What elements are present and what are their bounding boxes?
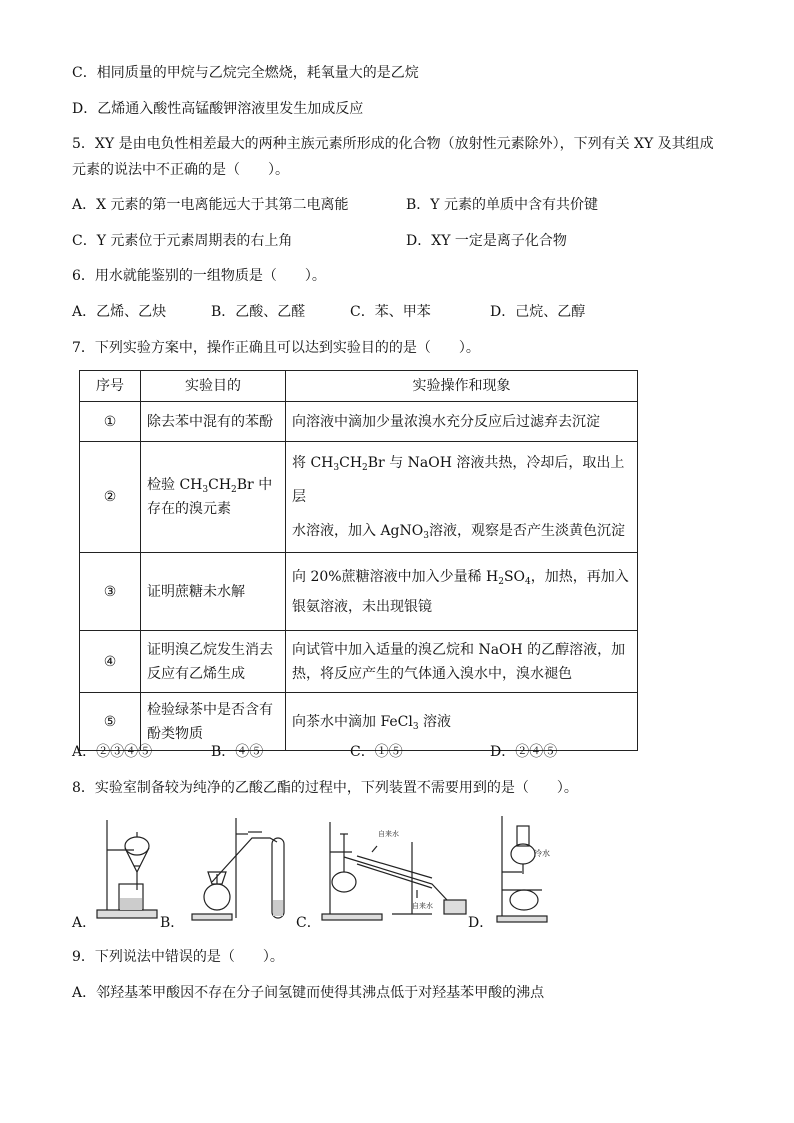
row-operation: 向茶水中滴加 FeCl$_3$ 溶液: [286, 693, 638, 751]
q7-stem: 7．下列实验方案中，操作正确且可以达到实验目的的是（ ）。: [72, 340, 480, 356]
q9-option-a: A．邻羟基苯甲酸因不存在分子间氢键而使得其沸点低于对羟基苯甲酸的沸点: [72, 985, 545, 1001]
q5-option-b: B．Y 元素的单质中含有共价键: [406, 197, 598, 213]
row-goal: 证明溴乙烷发生消去 反应有乙烯生成: [141, 631, 286, 693]
q6-option-c: C．苯、甲苯: [350, 304, 431, 320]
row-operation: 向试管中加入适量的溴乙烷和 NaOH 的乙醇溶液，加 热，将反应产生的气体通入溴水中，溴水褪色: [286, 631, 638, 693]
header-goal: 实验目的: [141, 371, 286, 402]
q5-option-a: A．X 元素的第一电离能远大于其第二电离能: [72, 197, 349, 213]
q6-option-b: B．乙酸、乙醛: [211, 304, 306, 320]
q5-stem-line1: 5．XY 是由电负性相差最大的两种主族元素所形成的化合物（放射性元素除外），下列有关 XY 及其组成: [72, 136, 714, 152]
row-number: ⑤: [80, 693, 141, 751]
row-operation: 向 20%蔗糖溶液中加入少量稀 $H_2SO_4$，加热，再加入 银氨溶液，未出现银镜: [286, 553, 638, 631]
q5-stem-line2: 元素的说法中不正确的是（ ）。: [72, 162, 289, 178]
figure-label-d: D．: [468, 915, 494, 931]
annotation-tap-water-top: 自来水: [378, 830, 399, 838]
q7-option-c: C．①⑤: [350, 744, 403, 760]
q4-option-d: D．乙烯通入酸性高锰酸钾溶液里发生加成反应: [72, 101, 364, 117]
q7-option-a: A．②③④⑤: [72, 744, 153, 760]
q6-option-d: D．己烷、乙醇: [490, 304, 586, 320]
experiment-table: [79, 370, 638, 751]
annotation-cold-water: 冷水: [534, 849, 550, 858]
table-row: [80, 442, 638, 553]
figure-label-c: C．: [296, 915, 321, 931]
apparatus-b-heating-tube: [192, 818, 284, 920]
row-goal: 证明蔗糖未水解: [141, 553, 286, 631]
q5-option-d: D．XY 一定是离子化合物: [406, 233, 567, 249]
header-operation: 实验操作和现象: [286, 371, 638, 402]
figure-label-a: A．: [72, 915, 97, 931]
row-operation: 将 $CH_3CH_2Br$ 与 NaOH 溶液共热，冷却后，取出上层 水溶液，加入 AgNO$_3$溶液，观察是否产生淡黄色沉淀: [286, 442, 638, 553]
annotation-tap-water-bottom: 自来水: [412, 902, 433, 910]
row-number: ②: [80, 442, 141, 553]
apparatus-a-separatory-funnel: [97, 820, 157, 918]
q4-option-c: C．相同质量的甲烷与乙烷完全燃烧，耗氧量大的是乙烷: [72, 65, 419, 81]
q5-option-c: C．Y 元素位于元素周期表的右上角: [72, 233, 293, 249]
row-number: ④: [80, 631, 141, 693]
row-number: ①: [80, 402, 141, 442]
table-row: [80, 402, 638, 442]
q8-stem: 8．实验室制备较为纯净的乙酸乙酯的过程中，下列装置不需要用到的是（ ）。: [72, 780, 578, 796]
table-row: [80, 631, 638, 693]
header-number: 序号: [80, 371, 141, 402]
row-goal: 除去苯中混有的苯酚: [141, 402, 286, 442]
q6-stem: 6．用水就能鉴别的一组物质是（ ）。: [72, 268, 326, 284]
apparatus-d-reflux: [497, 816, 547, 922]
row-goal: 检验 $CH_3CH_2Br$ 中 存在的溴元素: [141, 442, 286, 553]
q9-stem: 9．下列说法中错误的是（ ）。: [72, 949, 284, 965]
table-row: [80, 553, 638, 631]
q6-option-a: A．乙烯、乙炔: [72, 304, 167, 320]
table-header-row: [80, 371, 638, 402]
q7-option-b: B．④⑤: [211, 744, 264, 760]
figure-label-b: B．: [160, 915, 185, 931]
q7-option-d: D．②④⑤: [490, 744, 558, 760]
row-number: ③: [80, 553, 141, 631]
row-operation: 向溶液中滴加少量浓溴水充分反应后过滤弃去沉淀: [286, 402, 638, 442]
row-goal: 检验绿茶中是否含有 酚类物质: [141, 693, 286, 751]
